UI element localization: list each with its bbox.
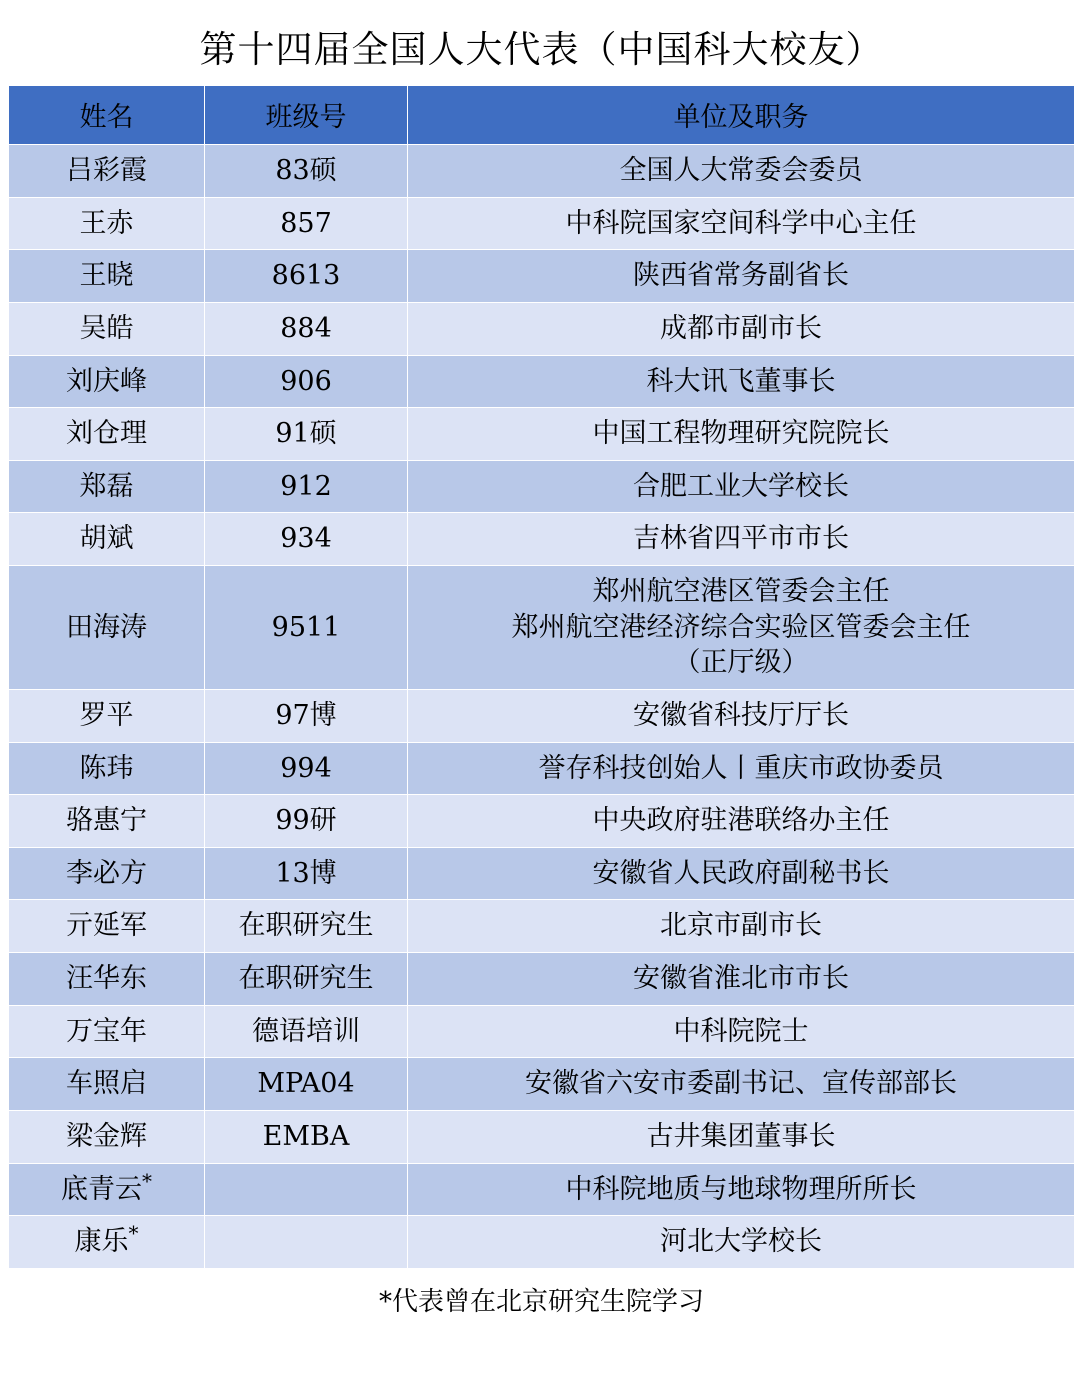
- cell-unit-line: 河北大学校长: [660, 1226, 822, 1258]
- cell-name: 底青云*: [9, 1163, 205, 1216]
- table-row: [9, 795, 1075, 848]
- cell-name: 万宝年: [9, 1005, 205, 1058]
- cell-class-number: 97博: [205, 689, 408, 742]
- table-row: [9, 847, 1075, 900]
- cell-unit-line: 郑州航空港经济综合实验区管委会主任: [511, 611, 971, 643]
- deputies-table: [8, 8, 1075, 1329]
- cell-name: 罗平: [9, 689, 205, 742]
- cell-class-number: 在职研究生: [205, 900, 408, 953]
- table-row: [9, 742, 1075, 795]
- cell-unit-line: 北京市副市长: [660, 910, 822, 942]
- table-row: [9, 250, 1075, 303]
- cell-unit-line: 安徽省科技厅厅长: [633, 699, 849, 731]
- table-row: [9, 566, 1075, 690]
- table-row: [9, 408, 1075, 461]
- cell-unit-position: [408, 355, 1075, 408]
- cell-unit-line: 中国工程物理研究院院长: [592, 418, 890, 450]
- table-row: [9, 460, 1075, 513]
- cell-name: 梁金辉: [9, 1110, 205, 1163]
- cell-name: 吕彩霞: [9, 145, 205, 198]
- cell-unit-position: [408, 145, 1075, 198]
- table-row: [9, 355, 1075, 408]
- cell-name: 汪华东: [9, 953, 205, 1006]
- cell-class-number: 83硕: [205, 145, 408, 198]
- cell-class-number: 857: [205, 197, 408, 250]
- cell-unit-position: [408, 513, 1075, 566]
- cell-class-number: [205, 1163, 408, 1216]
- cell-class-number: 912: [205, 460, 408, 513]
- cell-unit-position: [408, 1110, 1075, 1163]
- cell-unit-line: 全国人大常委会委员: [619, 155, 863, 186]
- cell-name: 王晓: [9, 250, 205, 303]
- cell-unit-line: 安徽省六安市委副书记、宣传部部长: [525, 1068, 957, 1100]
- cell-unit-position: [408, 689, 1075, 742]
- title-row: [9, 9, 1075, 86]
- cell-unit-line: 安徽省人民政府副秘书长: [592, 857, 890, 889]
- cell-unit-position: [408, 847, 1075, 900]
- table-row: [9, 1005, 1075, 1058]
- cell-unit-position: [408, 566, 1075, 690]
- cell-class-number: 8613: [205, 250, 408, 303]
- cell-name: 骆惠宁: [9, 795, 205, 848]
- cell-unit-line: 吉林省四平市市长: [633, 523, 849, 555]
- footnote-marker: *: [128, 1221, 139, 1246]
- cell-name: 车照启: [9, 1058, 205, 1111]
- cell-class-number: 884: [205, 302, 408, 355]
- cell-class-number: 994: [205, 742, 408, 795]
- cell-unit-position: [408, 742, 1075, 795]
- cell-unit-line: 中科院国家空间科学中心主任: [565, 207, 917, 239]
- cell-unit-position: [408, 900, 1075, 953]
- cell-name: 胡斌: [9, 513, 205, 566]
- cell-unit-line: 陕西省常务副省长: [633, 260, 849, 292]
- cell-unit-line: 成都市副市长: [660, 312, 822, 344]
- cell-unit-line: 中科院院士: [673, 1015, 809, 1047]
- footnote-marker: *: [142, 1168, 152, 1193]
- cell-name: 郑磊: [9, 460, 205, 513]
- cell-name: 刘庆峰: [9, 355, 205, 408]
- cell-unit-line: 誉存科技创始人丨重庆市政协委员: [538, 752, 944, 784]
- cell-class-number: 906: [205, 355, 408, 408]
- cell-unit-line: 科大讯飞董事长: [646, 365, 836, 397]
- table-row: [9, 1163, 1075, 1216]
- cell-class-number: 91硕: [205, 408, 408, 461]
- footnote-row: [9, 1268, 1075, 1328]
- column-header-unit: 单位及职务: [408, 86, 1075, 145]
- table-header-row: [9, 86, 1075, 145]
- cell-name: 康乐*: [9, 1216, 205, 1269]
- cell-unit-position: [408, 408, 1075, 461]
- cell-unit-line: 中科院地质与地球物理所所长: [565, 1173, 917, 1205]
- cell-class-number: 德语培训: [205, 1005, 408, 1058]
- table-row: [9, 953, 1075, 1006]
- cell-class-number: 99研: [205, 795, 408, 848]
- cell-class-number: [205, 1216, 408, 1269]
- cell-unit-position: [408, 460, 1075, 513]
- cell-class-number: 在职研究生: [205, 953, 408, 1006]
- table-row: [9, 145, 1075, 198]
- cell-unit-position: [408, 795, 1075, 848]
- table-row: [9, 1058, 1075, 1111]
- cell-unit-line: 郑州航空港区管委会主任: [592, 576, 890, 607]
- cell-unit-position: [408, 1058, 1075, 1111]
- cell-unit-position: [408, 1163, 1075, 1216]
- table-row: [9, 689, 1075, 742]
- table-row: [9, 513, 1075, 566]
- cell-unit-position: [408, 197, 1075, 250]
- cell-class-number: 13博: [205, 847, 408, 900]
- table-row: [9, 302, 1075, 355]
- column-header-name: 姓名: [9, 86, 205, 145]
- cell-unit-line: 中央政府驻港联络办主任: [592, 805, 890, 837]
- column-header-class: 班级号: [205, 86, 408, 145]
- cell-unit-position: [408, 1005, 1075, 1058]
- cell-class-number: EMBA: [205, 1110, 408, 1163]
- cell-class-number: MPA04: [205, 1058, 408, 1111]
- page-title: 第十四届全国人大代表（中国科大校友）: [9, 9, 1075, 86]
- cell-name: 亓延军: [9, 900, 205, 953]
- cell-name: 刘仓理: [9, 408, 205, 461]
- cell-class-number: 934: [205, 513, 408, 566]
- cell-unit-line: 合肥工业大学校长: [633, 470, 849, 502]
- cell-name: 田海涛: [9, 566, 205, 690]
- table-row: [9, 197, 1075, 250]
- cell-unit-position: [408, 250, 1075, 303]
- cell-class-number: 9511: [205, 566, 408, 690]
- cell-unit-position: [408, 953, 1075, 1006]
- table-row: [9, 900, 1075, 953]
- cell-unit-line: 古井集团董事长: [646, 1120, 836, 1152]
- cell-unit-line: （正厅级）: [673, 647, 809, 679]
- footnote-text: *代表曾在北京研究生院学习: [9, 1268, 1075, 1328]
- table-row: [9, 1216, 1075, 1269]
- cell-name: 王赤: [9, 197, 205, 250]
- cell-unit-line: 安徽省淮北市市长: [633, 963, 849, 994]
- cell-unit-position: [408, 302, 1075, 355]
- cell-name: 李必方: [9, 847, 205, 900]
- cell-name: 陈玮: [9, 742, 205, 795]
- cell-unit-position: [408, 1216, 1075, 1269]
- table-row: [9, 1110, 1075, 1163]
- cell-name: 吴皓: [9, 302, 205, 355]
